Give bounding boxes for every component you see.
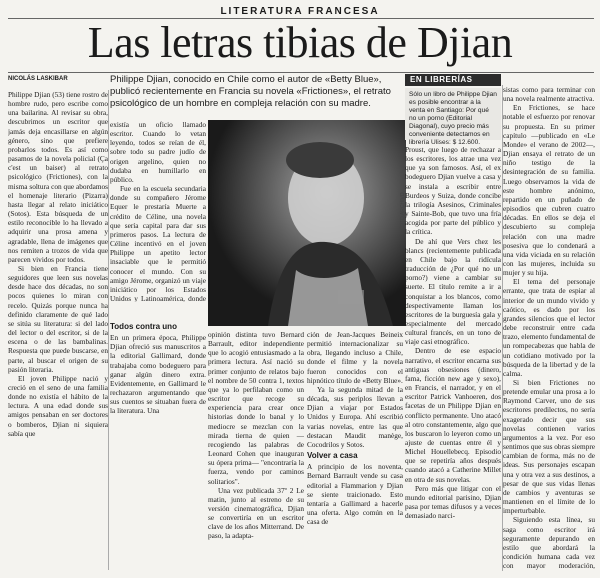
paragraph: opinión distinta tuvo Bernard Barrault, editor independiente que lo acogió entusiasmado a la primera lectura. Así nació su primer conjunto de relatos bajo el nombre de 50 contra 1, textos que ya lo perfilaban como un escritor que recoge su experiencia para crear once historias donde lo banal y lo mediocre se mezclan con la mirada tierna de quien —recogiendo las palabras de Leonard Cohen que inauguran su ópera prima— "encontraría la fuerza, vendo por caminos solitarios". [208,330,304,486]
paragraph: Dentro de ese espacio narrativo, el escritor encarna sus antiguas obsesiones (dinero, fama, ficción new age y sexo), en Francis, el narrador, y en el escritor Patrick Vanhoeren, dos facetas de un Philippe Djian en conflicto permanente. Uno atacó al otro constantemente, algo que los buscaron lo leyeron como un ajuste de cuentas entre él y Michel Houellebecq. Episodio que se repetiría años después cuando atacó a Catherine Millet en otra de sus novelas. [405,346,501,484]
column-divider [108,90,109,570]
paragraph: El joven Philippe nació y creció en el seno de una familia donde no existía el hábito de la lectura. A una edad donde sus amigos pensaban en ser doctores o bomberos, Djian ni siquiera sabía que [8,373,108,438]
paragraph: Pero más que litigar con el mundo editorial parisino, Djian pasa por temas difusos y a veces demasiado narci- [405,483,501,521]
article-column-3 [208,330,304,570]
paragraph: En un primera época, Philippe Djian ofreció sus manuscritos a la editorial Gallimard, donde trabajaba como bodeguero para ganar algún dinero extra. Evidentemente, en Gallimard le rechazaron argumentando que sus cuentos se situaban fuera de la literatura. Una [110,333,206,416]
paragraph: Si bien en Francia tiene seguidores que leen sus novelas desde hace dos décadas, no son pocos quienes lo miran con recelo. Quizás porque nunca ha definido claramente de qué lado se sitúa su literatura: si del lado del lector o del escritor, si de la escena o de las bambalinas. Respuesta que puede buscarse, en parte, al buscar el origen de su pasión literaria. [8,263,108,374]
article-column-4 [307,330,403,570]
section-label: LITERATURA FRANCESA [220,6,380,17]
paragraph: ción de Jean-Jacques Beineix permitió internacionalizar su obra, llegando incluso a Chile, donde el filme y la novela fueron conocidos con el hipnótico título de «Betty Blue». [307,330,403,385]
section-subtitle: Volver a casa [307,451,358,461]
article-column-2b [110,320,206,570]
article-column-5 [405,145,501,571]
paragraph: Si bien Frictiones no pretende emular una prosa a lo Raymond Carver, uno de sus escritores predilectos, no sería exagerado decir que sus novelas contienen varios argumentos a la vez. Por eso sentimos que sus obras siempre cambian de forma, más no de ideas. Sus personajes escapan una y otra vez a sus destinos, a pesar de que sus vidas llenas de cambios y aventuras se mantienen en el límite de lo imperturbable. [503,378,595,516]
portrait-image [208,120,406,326]
headline-rule [8,72,594,73]
sidebar-box-title: EN LIBRERÍAS [405,74,501,86]
paragraph: Ya la segunda mitad de la década, sus periplos llevan a Djian a viajar por Estados Unidos y Europa. Ahí escribió varias novelas, entre las que destacan Maudit manège, Cocodrilos y Sotos. [307,384,403,449]
paragraph: En Frictiones, se hace notable el esfuerzo por renovar su propuesta. En su primer capítulo —publicado en «Le Monde» el verano de 2002—, Djian ensaya el retrato de un niño testigo de la desintegración de su familia. Luego observamos la vida de este hombre anónimo, repartido en un puñado de episodios que cubren cuatro décadas. En ellos se deja el descubierto su compleja relación con una madre posesiva que lo condenará a una vida viciada en su relación con las mujeres, incluida su mujer y su hija. [503,103,595,278]
photo-credit: FOTO ARCHIVO [400,192,406,230]
byline: NICOLÁS LASKIBAR [8,76,68,82]
article-column-2 [110,120,206,302]
paragraph: existía un oficio llamado escritor. Cuando lo vetan leyendo, todos se reían de él, sobre todo su padre judío de origen argelino, quien no dudaba en humillarlo en público. [110,120,206,184]
column-divider [502,85,503,571]
sidebar-box-text: Sólo un libro de Philippe Djian es posible encontrar a la venta en Santiago: Por qué no un porno (Editorial Diagonal), cuyo precio más conveniente detectamos en librería Ulises: $ 12.600. [405,88,501,140]
paragraph: De ahí que Vers chez les blancs (recientemente publicada en Chile bajo la ridícula traducción de ¿Por qué no un porno?) viene a cambiar su suerte. El título remite a ir a conquistar a los blancos, como despectivamente llaman los escritores de la burguesía gala y especialmente del mercado cultural francés, en un tono de viaje casi etnográfico. [405,236,501,347]
paragraph: Siguiendo esta línea, su saga como escritor irá seguramente depurando en estilo que abordará la condición humana cada vez con mayor moderación, [503,515,595,571]
subhead: Philippe Djian, conocido en Chile como el autor de «Betty Blue», publicó recientemente en Francia su novela «Frictiones», el retrato psicológico de un hombre en compleja relación con su madre. [110,74,391,109]
paragraph: Fue en la escuela secundaria donde su compañero Jérome Equer le prestaría Muerte a crédito de Céline, una novela que sería capital para dar sus primeros pasos. La lectura de Céline incentivó en el joven Philippe un apetito lector insaciable que le permitió conocer el mundo. Con su amigo Jérome, organizó un viaje iniciático por los Estados Unidos y Latinoamérica, donde [110,184,206,302]
paragraph: sistas como para terminar con una novela realmente atractiva. [503,85,595,104]
paragraph: Philippe Djian (53) tiene rostro de hombre rudo, pero escribe como una bailarina. Al revisar su obra, descubrimos un escritor que jamás deja encasillarse en algún género, sino que prefiere probarlos todos. Es así como pasamos de la novela policial (Ça c'est un baiser) al retrato psicológico (Frictiones), con la misma soltura con que abordamos el homenaje literario (Pizarra) hasta llegar al relato iniciático (Sotos). Esta búsqueda de un estilo reconocible lo ha llevado a adquirir una prosa amena y agradable, llena de imágenes que nos remiten a trozos de vida que parecen vividos por todos. [8,90,108,264]
paragraph: El tema del personaje errante, que trata de espiar al interior de un mundo vivido y caótico, es dado por los grandes silencios que el lector debe reconstruir entre cada trazo, elemento fundamental de un rompecabezas que habla de un cotidiano motivado por la búsqueda de la libertad y de la calma. [503,277,595,378]
article-column-6 [503,85,595,571]
paragraph: A principio de los noventa, Bernard Barrault vende su casa editorial a Flammarion y Djian se siente traicionado. Esto tentaría a Gallimard a hacerle una oferta. Algo común en la casa de [307,462,403,527]
section-subtitle: Todos contra uno [110,322,177,331]
headline: Las letras tibias de Djian [87,18,513,67]
author-photo [208,120,406,326]
paragraph: Una vez publicada 37º 2 Le matin, junto al estreno de su versión cinematográfica, Djian se convertiría en un escritor clave de los años Mitterrand. De paso, la adapta- [208,485,304,541]
paragraph: Proust, que luego de rechazar a los escritores, los atrae una vez que ya son famosos. Así, el ex bodeguero Djian vuelve a casa y se instala a escribir entre Burdeos y Suiza, donde concibe la trilogía Asesinos, Criminales y Sainte-Bob, que tuvo una fría acogida por parte del público y la crítica. [405,145,501,237]
article-column-1 [8,90,108,570]
